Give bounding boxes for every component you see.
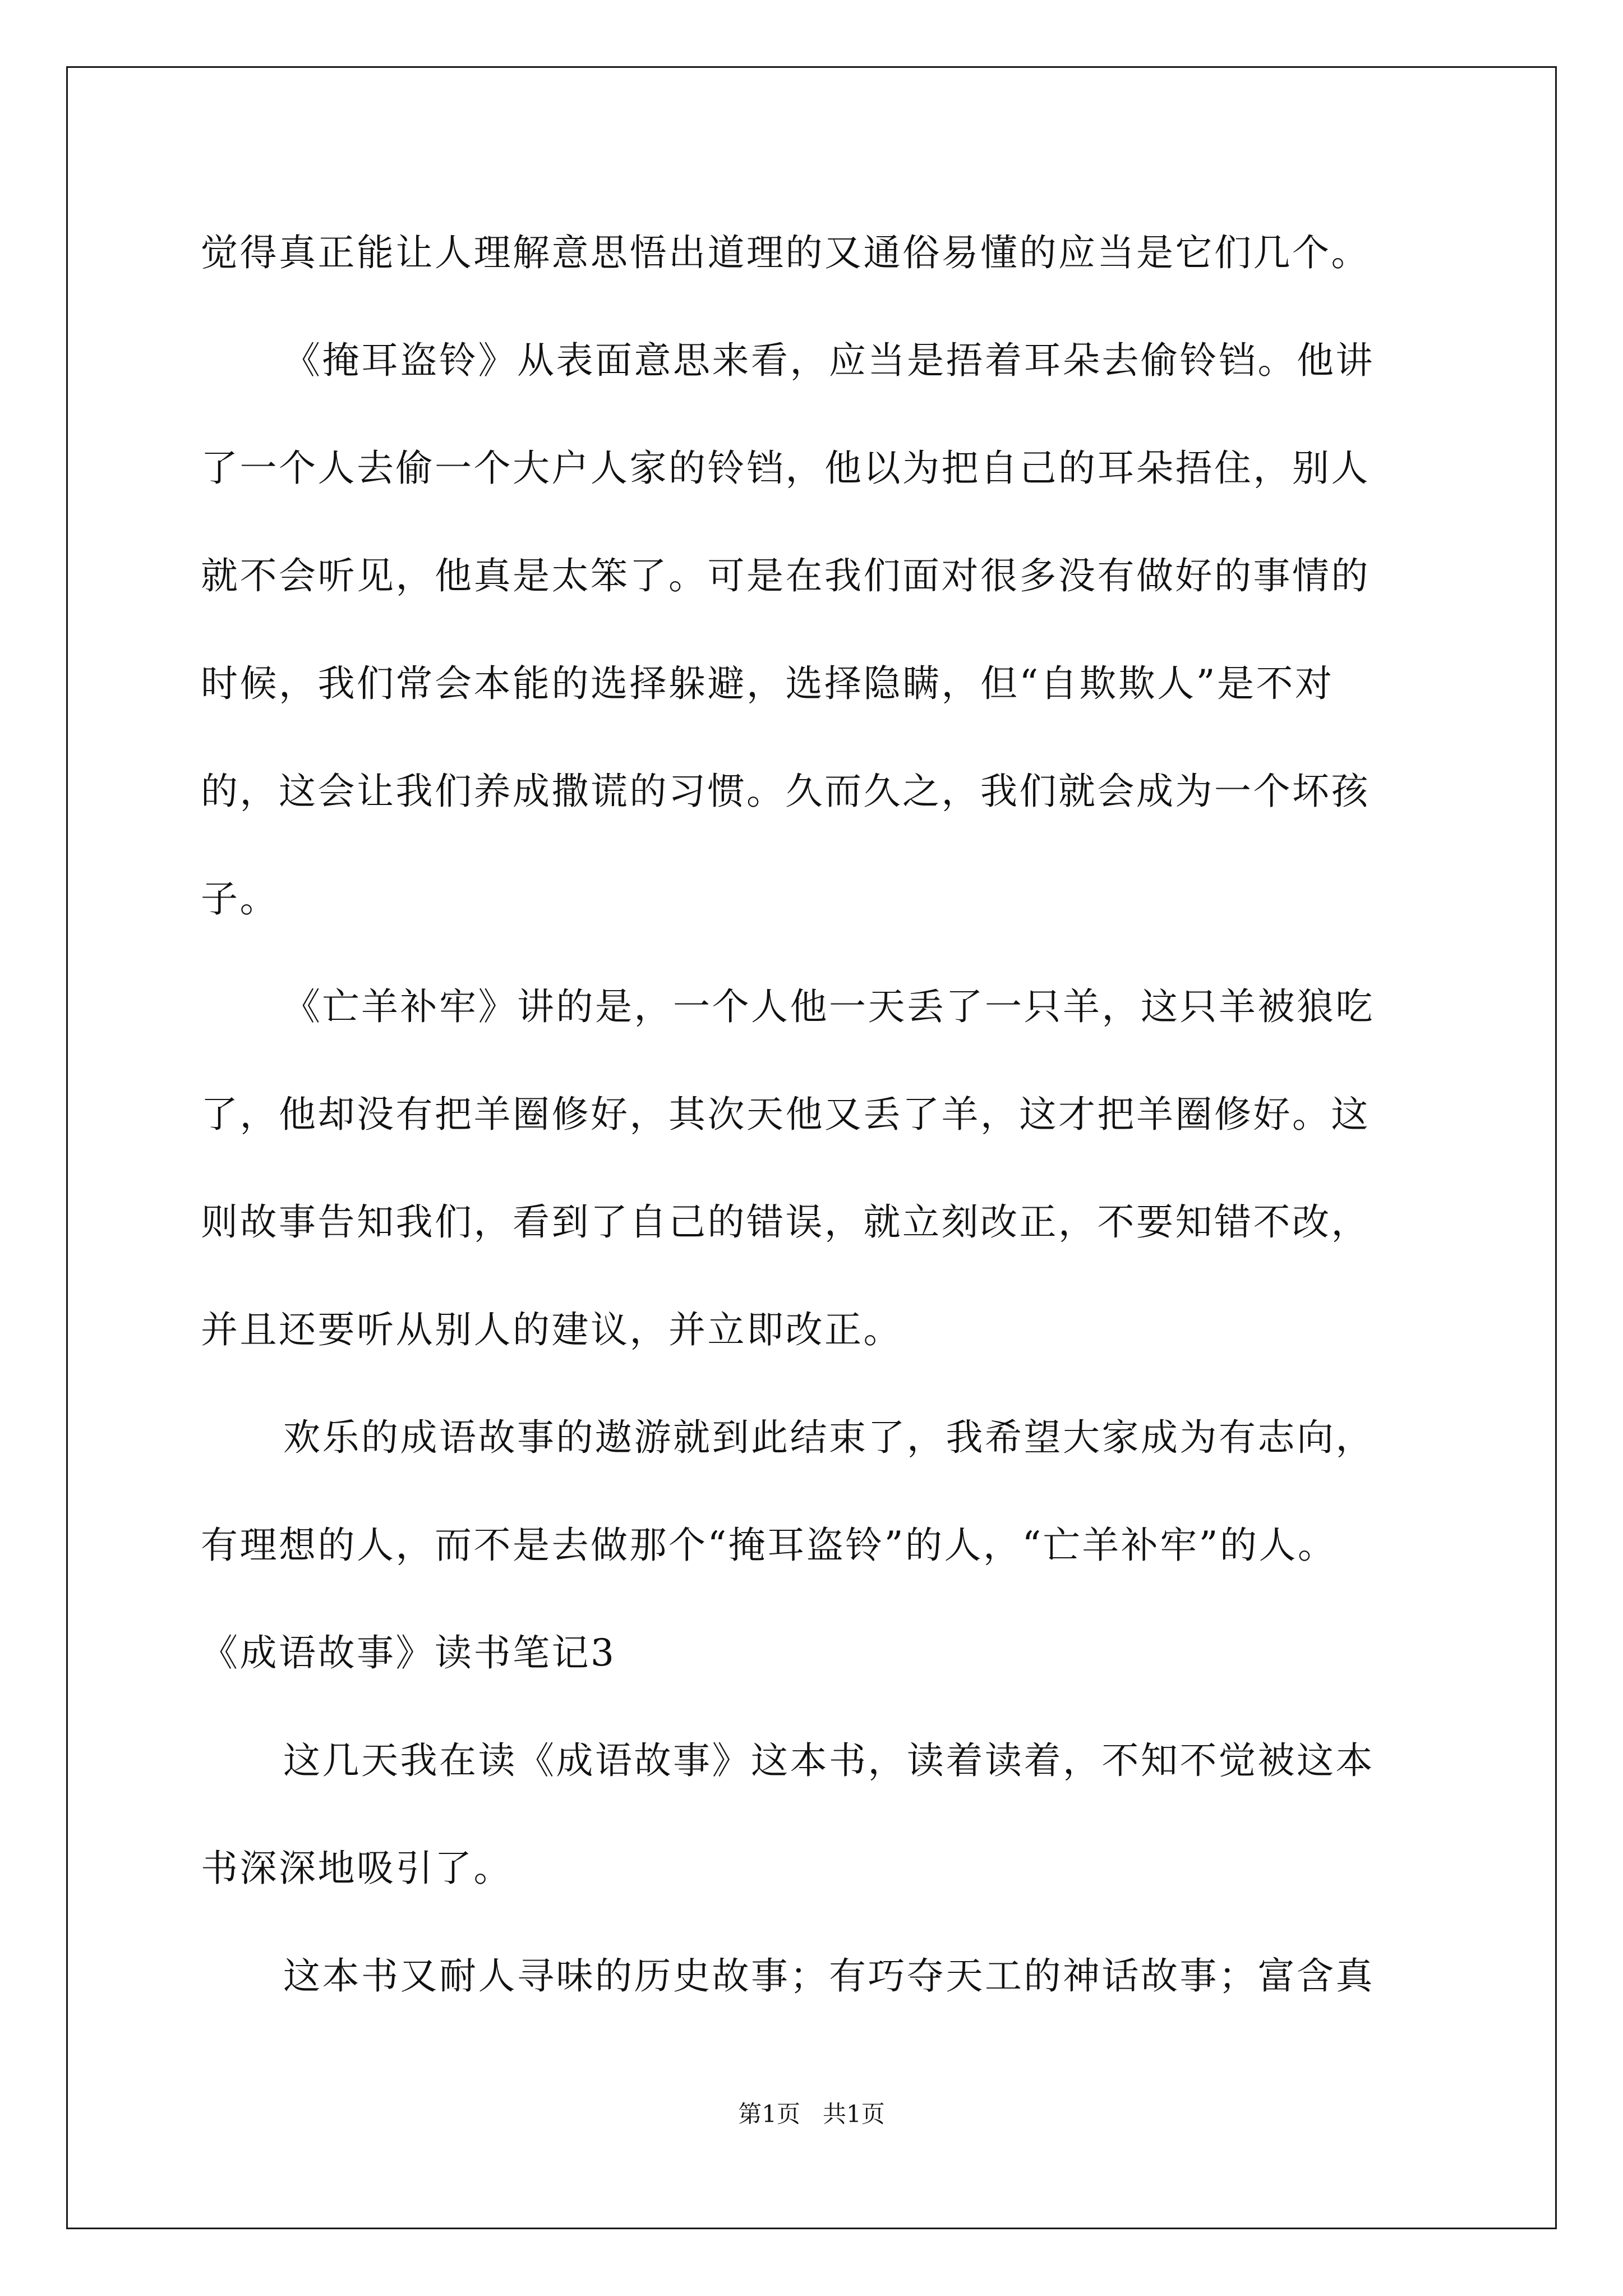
text-line-4: 就不会听见，他真是太笨了。可是在我们面对很多没有做好的事情的 [201,554,1370,597]
text-line-1: 觉得真正能让人理解意思悟出道理的又通俗易懂的应当是它们几个。 [201,231,1370,274]
text-line-5: 时候，我们常会本能的选择躲避，选择隐瞒，但“自欺欺人”是不对 [201,662,1334,705]
text-line-16: 书深深地吸引了。 [201,1847,513,1890]
text-line-9: 了，他却没有把羊圈修好，其次天他又丢了羊，这才把羊圈修好。这 [201,1093,1370,1136]
text-line-10: 则故事告知我们，看到了自己的错误，就立刻改正，不要知错不改， [201,1200,1370,1244]
text-line-13: 有理想的人，而不是去做那个“掩耳盗铃”的人，“亡羊补牢”的人。 [201,1524,1337,1567]
page-number-footer: 第1页 共1页 [738,2100,885,2128]
text-line-11: 并且还要听从别人的建议，并立即改正。 [201,1308,902,1351]
text-line-3: 了一个人去偷一个大户人家的铃铛，他以为把自己的耳朵捂住，别人 [201,447,1370,490]
text-line-2: 《掩耳盗铃》从表面意思来看，应当是捂着耳朵去偷铃铛。他讲 [283,339,1375,382]
text-line-12: 欢乐的成语故事的遨游就到此结束了，我希望大家成为有志向， [283,1416,1375,1459]
text-line-8: 《亡羊补牢》讲的是，一个人他一天丢了一只羊，这只羊被狼吃 [283,985,1375,1028]
section-heading: 《成语故事》读书笔记3 [201,1631,616,1674]
text-line-17: 这本书又耐人寻味的历史故事；有巧夺天工的神话故事；富含真 [283,1954,1375,1998]
text-line-15: 这几天我在读《成语故事》这本书，读着读着，不知不觉被这本 [283,1739,1375,1782]
text-line-7: 子。 [201,877,279,921]
page-border [66,66,1557,2229]
text-line-6: 的，这会让我们养成撒谎的习惯。久而久之，我们就会成为一个坏孩 [201,770,1370,813]
